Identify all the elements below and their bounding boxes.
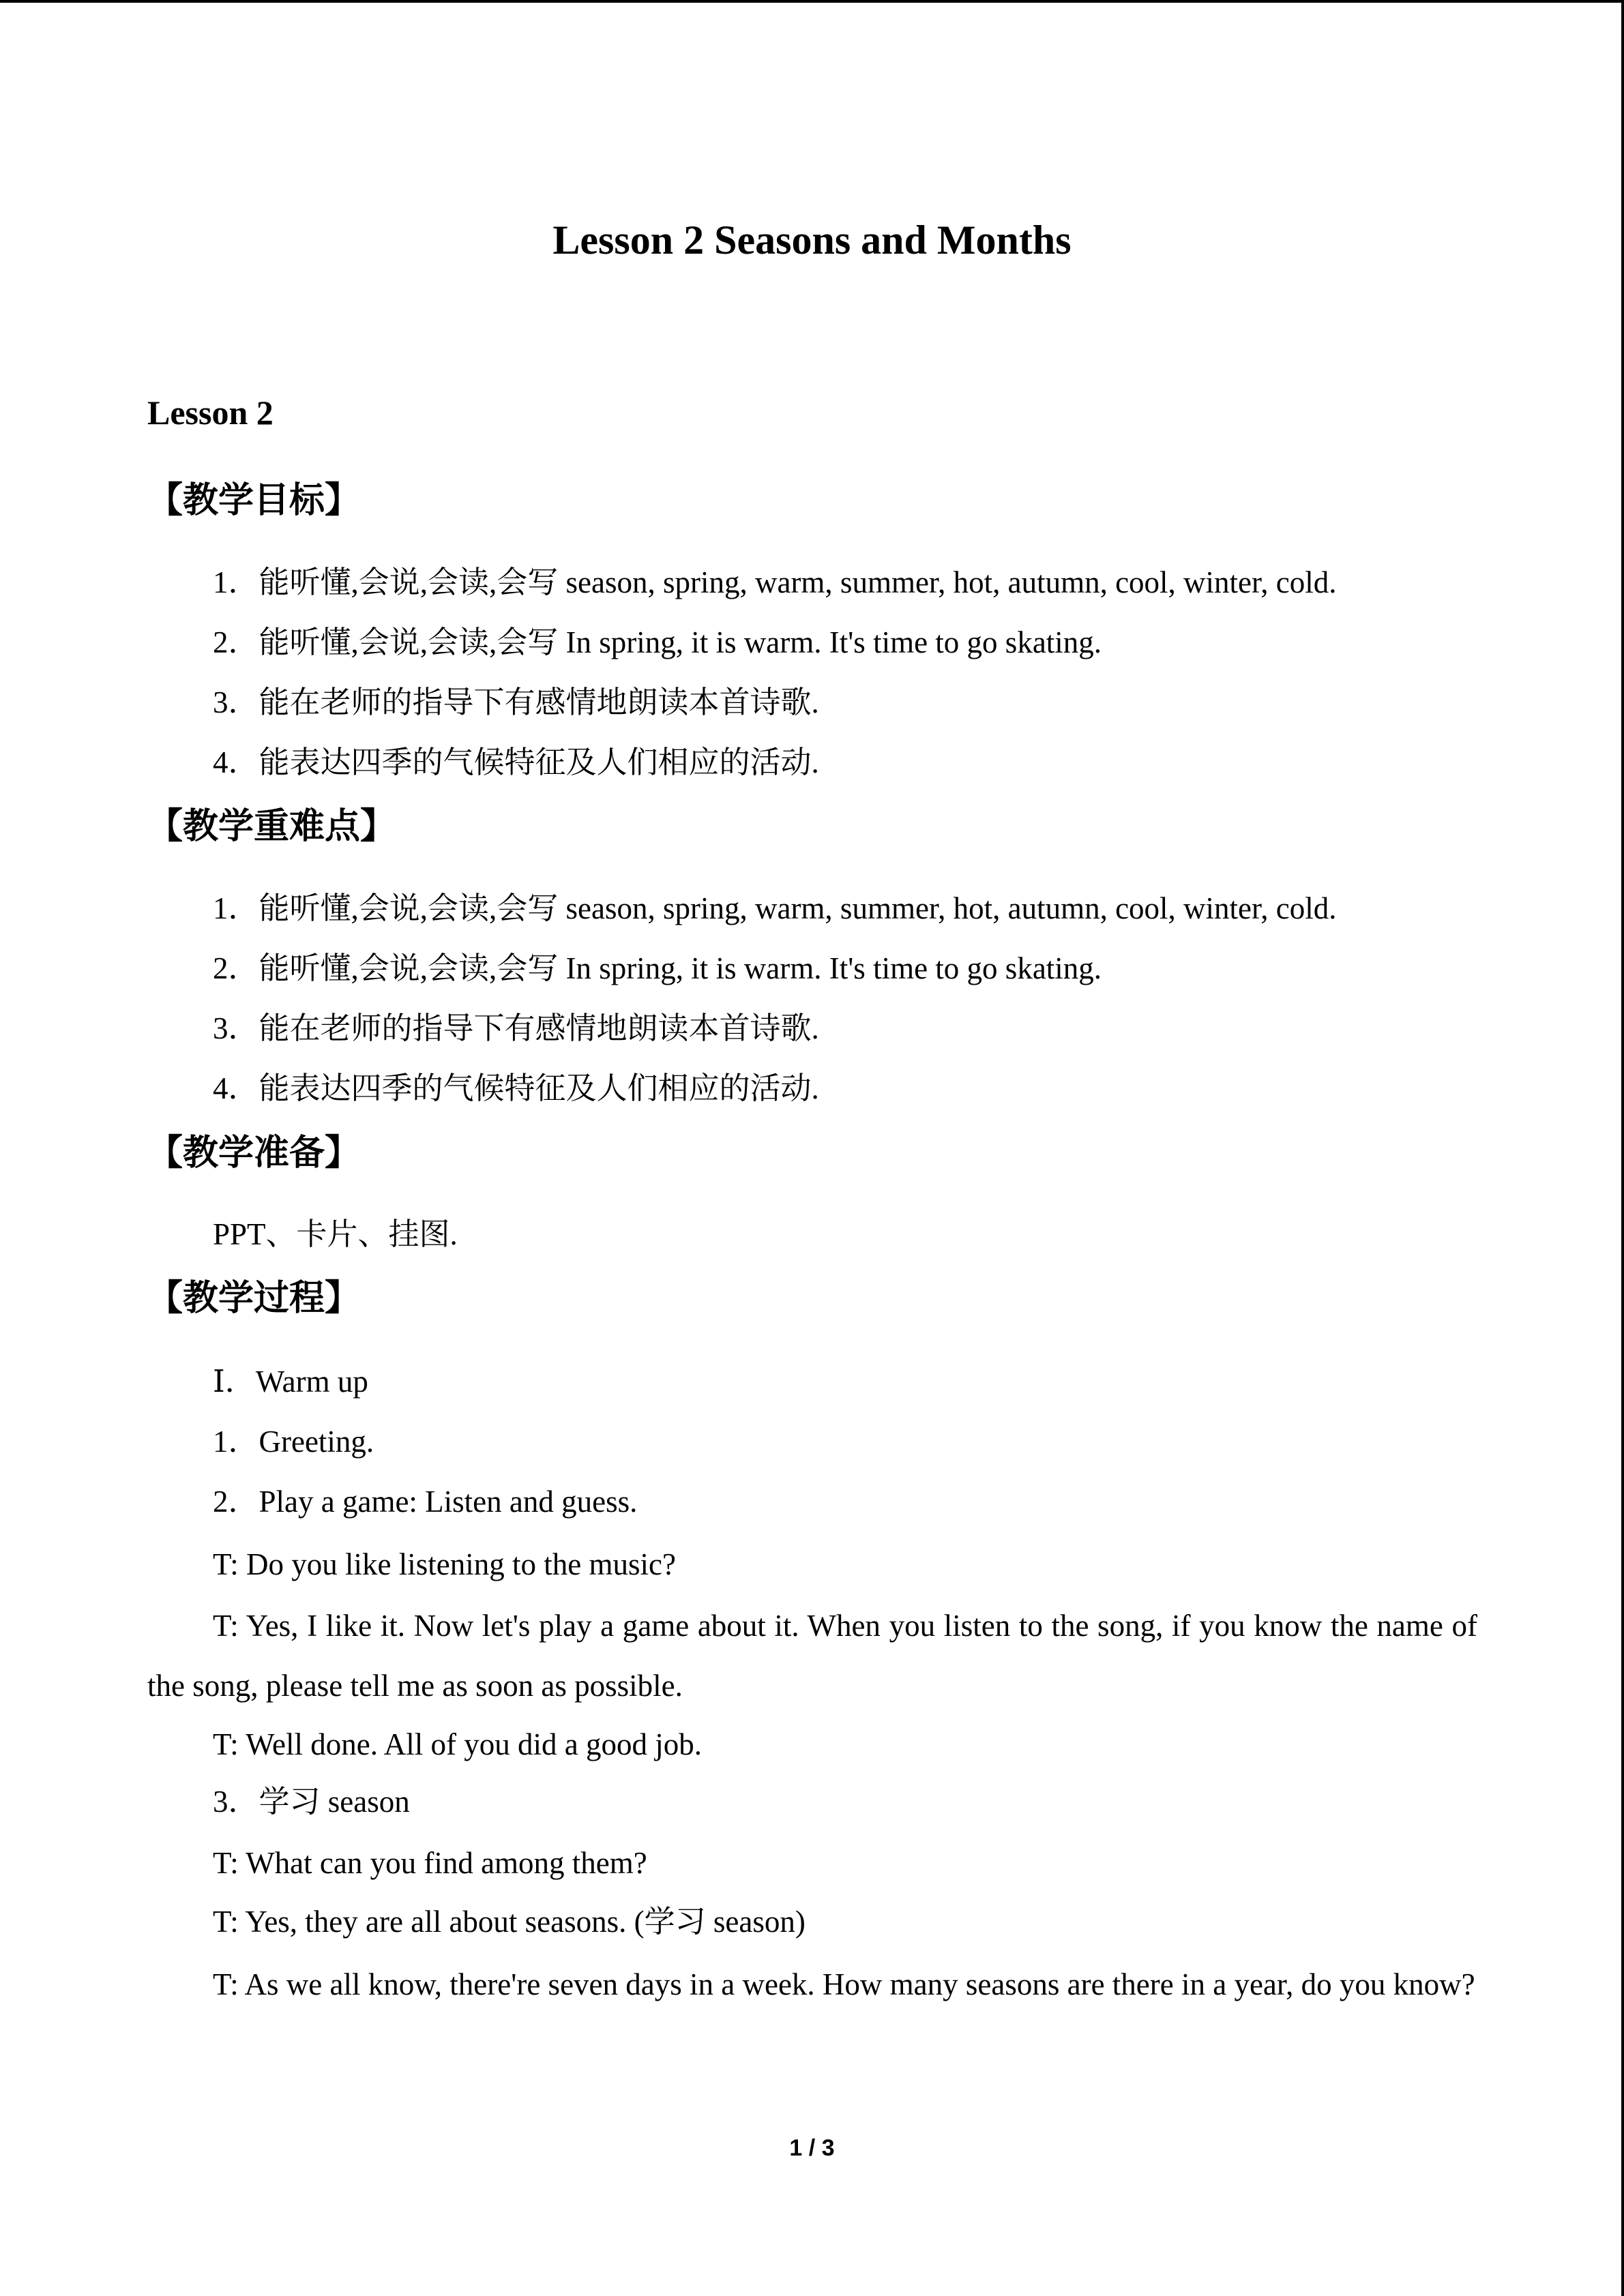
goal-item: 3．能在老师的指导下有感情地朗读本首诗歌. — [213, 685, 819, 719]
process-paragraph: T: Yes, I like it. Now let's play a game about it. When you listen to the song, if you know the name of the song, please tell me as soon as possible. — [147, 1609, 1477, 1703]
section-heading-process: 【教学过程】 — [147, 1278, 361, 1319]
lesson-heading: Lesson 2 — [147, 393, 274, 432]
section-heading-key-points: 【教学重难点】 — [147, 806, 396, 847]
goal-item: 4．能表达四季的气候特征及人们相应的活动. — [213, 745, 819, 779]
key-point-item: 4．能表达四季的气候特征及人们相应的活动. — [213, 1071, 819, 1105]
process-line: T: Do you like listening to the music? — [213, 1547, 676, 1581]
section-heading-goals: 【教学目标】 — [147, 480, 361, 521]
key-point-item: 3．能在老师的指导下有感情地朗读本首诗歌. — [213, 1011, 819, 1045]
process-line: 2．Play a game: Listen and guess. — [213, 1485, 638, 1519]
process-line: T: Yes, they are all about seasons. (学习 season) — [213, 1905, 806, 1939]
process-line: 1．Greeting. — [213, 1425, 374, 1459]
goal-item: 2．能听懂,会说,会读,会写 In spring, it is warm. It's time to go skating. — [213, 625, 1102, 659]
process-line: Ⅰ．Warm up — [213, 1365, 368, 1399]
section-heading-preparation: 【教学准备】 — [147, 1133, 361, 1174]
page-top-border — [0, 0, 1624, 3]
document-title: Lesson 2 Seasons and Months — [552, 218, 1072, 263]
process-line: T: Well done. All of you did a good job. — [213, 1727, 702, 1761]
process-line: 3．学习 season — [213, 1785, 410, 1819]
key-point-item: 1．能听懂,会说,会读,会写 season, spring, warm, summer, hot, autumn, cool, winter, cold. — [213, 891, 1337, 925]
preparation-text: PPT、卡片、挂图. — [213, 1217, 458, 1251]
process-line: T: What can you find among them? — [213, 1846, 647, 1880]
page-number: 1 / 3 — [789, 2135, 835, 2161]
page-right-border — [1621, 0, 1624, 2296]
goal-item: 1．能听懂,会说,会读,会写 season, spring, warm, summer, hot, autumn, cool, winter, cold. — [213, 565, 1337, 599]
key-point-item: 2．能听懂,会说,会读,会写 In spring, it is warm. It's time to go skating. — [213, 951, 1102, 985]
process-paragraph: T: As we all know, there're seven days in a week. How many seasons are there in a year, do you know? — [213, 1967, 1475, 2001]
